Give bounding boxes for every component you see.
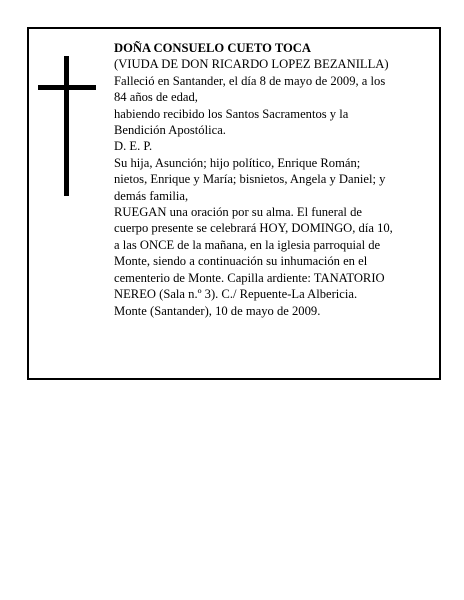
age-line: 84 años de edad, bbox=[114, 90, 198, 105]
family-line-1: Su hija, Asunción; hijo político, Enrique Román; bbox=[114, 155, 361, 170]
widow-of-line: (VIUDA DE DON RICARDO LOPEZ BEZANILLA) bbox=[114, 57, 389, 72]
place-date-line: Monte (Santander), 10 de mayo de 2009. bbox=[114, 303, 321, 318]
funeral-line-4: Monte, siendo a continuación su inhumación en el bbox=[114, 254, 368, 269]
funeral-line-1: RUEGAN una oración por su alma. El funeral de bbox=[114, 205, 362, 220]
blessing-line: Bendición Apostólica. bbox=[114, 123, 226, 138]
funeral-line-6: NEREO (Sala n.º 3). C./ Repuente-La Albericia. bbox=[114, 287, 358, 302]
death-place-date-line: Falleció en Santander, el día 8 de mayo de 2009, a los bbox=[114, 73, 386, 88]
sacraments-line: habiendo recibido los Santos Sacramentos y la bbox=[114, 106, 349, 121]
funeral-line-5: cementerio de Monte. Capilla ardiente: TANATORIO bbox=[114, 270, 385, 285]
family-line-2: nietos, Enrique y María; bisnietos, Angela y Daniel; y bbox=[114, 172, 386, 187]
deceased-name: DOÑA CONSUELO CUETO TOCA bbox=[114, 41, 311, 55]
rip-line: D. E. P. bbox=[114, 139, 153, 154]
funeral-line-2: cuerpo presente se celebrará HOY, DOMINGO, día 10, bbox=[114, 221, 393, 236]
cross-icon-vertical-bar bbox=[64, 56, 69, 196]
cross-icon-horizontal-bar bbox=[38, 85, 96, 90]
funeral-line-3: a las ONCE de la mañana, en la iglesia parroquial de bbox=[114, 237, 381, 252]
family-line-3: demás familia, bbox=[114, 188, 189, 203]
obituary-text-block bbox=[114, 40, 432, 319]
